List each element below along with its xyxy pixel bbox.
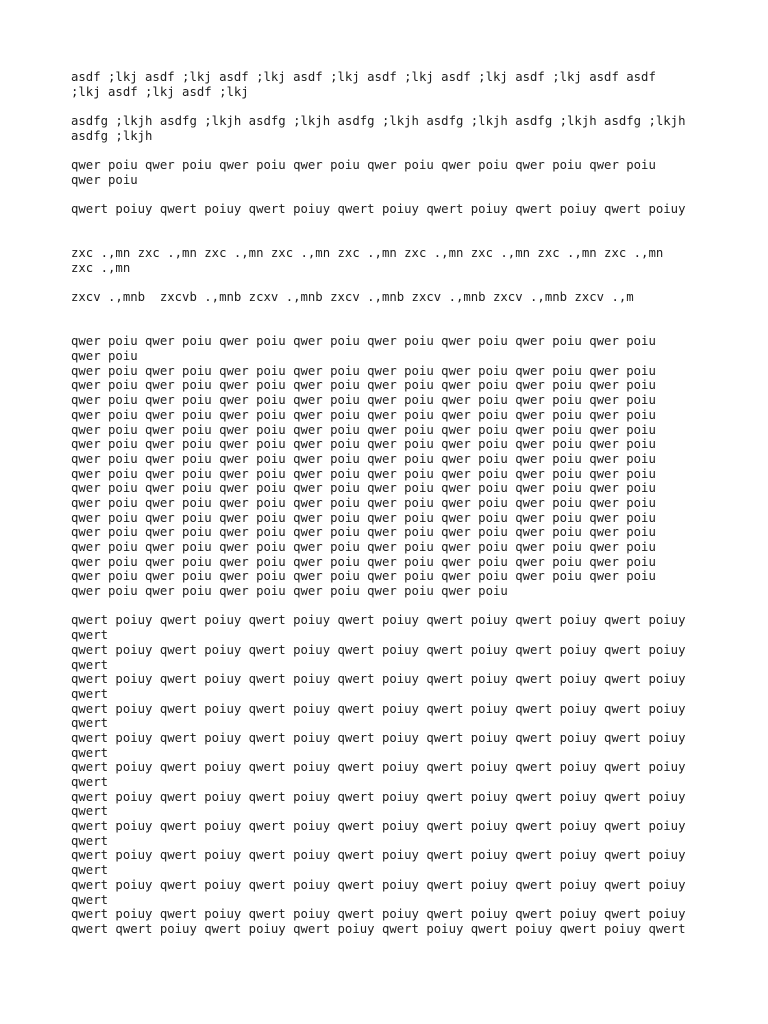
- text-line: qwer poiu qwer poiu qwer poiu qwer poiu qwer poiu qwer poiu qwer poiu qwer poiu: [71, 525, 656, 540]
- text-line: qwert poiuy qwert poiuy qwert poiuy qwert poiuy qwert poiuy qwert poiuy qwert poiuy: [71, 848, 686, 863]
- text-line: asdfg ;lkjh: [71, 128, 153, 143]
- text-line: qwert: [71, 892, 109, 907]
- text-line: qwert poiuy qwert poiuy qwert poiuy qwert poiuy qwert poiuy qwert poiuy qwert poiuy: [71, 672, 686, 687]
- text-line: qwert poiuy qwert poiuy qwert poiuy qwert poiuy qwert poiuy qwert poiuy qwert poiuy: [71, 907, 686, 922]
- text-line: qwer poiu: [71, 349, 138, 364]
- text-line: ;lkj asdf ;lkj asdf ;lkj: [71, 84, 249, 99]
- text-line: qwert: [71, 804, 109, 819]
- text-line: qwert poiuy qwert poiuy qwert poiuy qwert poiuy qwert poiuy qwert poiuy qwert poiuy: [71, 642, 686, 657]
- text-line: qwer poiu qwer poiu qwer poiu qwer poiu qwer poiu qwer poiu qwer poiu qwer poiu: [71, 422, 656, 437]
- text-line: qwert poiuy qwert poiuy qwert poiuy qwert poiuy qwert poiuy qwert poiuy qwert poiuy: [71, 760, 686, 775]
- text-line: qwer poiu qwer poiu qwer poiu qwer poiu qwer poiu qwer poiu qwer poiu qwer poiu: [71, 363, 656, 378]
- text-line: zxcv .,mnb zxcvb .,mnb zcxv .,mnb zxcv .,mnb zxcv .,mnb zxcv .,mnb zxcv .,m: [71, 290, 634, 305]
- text-line: zxc .,mn zxc .,mn zxc .,mn zxc .,mn zxc .,mn zxc .,mn zxc .,mn zxc .,mn zxc .,mn: [71, 246, 664, 261]
- text-line: qwer poiu qwer poiu qwer poiu qwer poiu qwer poiu qwer poiu qwer poiu qwer poiu: [71, 393, 656, 408]
- paragraph-qwert-poiuy-block: [71, 613, 711, 936]
- text-line: qwer poiu qwer poiu qwer poiu qwer poiu qwer poiu qwer poiu qwer poiu qwer poiu: [71, 495, 656, 510]
- text-line: qwert: [71, 716, 109, 731]
- paragraph-qwert-poiuy: [71, 202, 711, 217]
- paragraph-asdf-lkj: [71, 70, 711, 99]
- text-line: qwer poiu qwer poiu qwer poiu qwer poiu qwer poiu qwer poiu qwer poiu qwer poiu: [71, 437, 656, 452]
- text-line: qwert poiuy qwert poiuy qwert poiuy qwert poiuy qwert poiuy qwert poiuy qwert poiuy: [71, 613, 686, 628]
- text-line: qwer poiu qwer poiu qwer poiu qwer poiu qwer poiu qwer poiu qwer poiu qwer poiu: [71, 158, 656, 173]
- text-line: qwer poiu qwer poiu qwer poiu qwer poiu qwer poiu qwer poiu qwer poiu qwer poiu: [71, 554, 656, 569]
- text-line: qwert poiuy qwert poiuy qwert poiuy qwert poiuy qwert poiuy qwert poiuy qwert poiuy: [71, 730, 686, 745]
- text-line: qwer poiu qwer poiu qwer poiu qwer poiu qwer poiu qwer poiu qwer poiu qwer poiu: [71, 378, 656, 393]
- text-line: qwert: [71, 657, 109, 672]
- text-line: qwert: [71, 628, 109, 643]
- paragraph-zxc-mn: [71, 246, 711, 275]
- text-line: qwert: [71, 833, 109, 848]
- text-line: zxc .,mn: [71, 260, 131, 275]
- text-line: qwert: [71, 745, 109, 760]
- text-line: qwert poiuy qwert poiuy qwert poiuy qwert poiuy qwert poiuy qwert poiuy qwert poiuy: [71, 819, 686, 834]
- text-line: qwert poiuy qwert poiuy qwert poiuy qwert poiuy qwert poiuy qwert poiuy qwert poiuy: [71, 701, 686, 716]
- paragraph-zxcv-mnb: [71, 290, 711, 305]
- text-line: qwert: [71, 775, 109, 790]
- text-line: qwer poiu qwer poiu qwer poiu qwer poiu qwer poiu qwer poiu qwer poiu qwer poiu: [71, 569, 656, 584]
- text-line: qwert: [71, 686, 109, 701]
- paragraph-qwer-poiu-block: [71, 334, 711, 598]
- text-line: qwer poiu qwer poiu qwer poiu qwer poiu qwer poiu qwer poiu qwer poiu qwer poiu: [71, 334, 656, 349]
- text-line: qwer poiu qwer poiu qwer poiu qwer poiu qwer poiu qwer poiu qwer poiu qwer poiu: [71, 451, 656, 466]
- document-page: [71, 70, 711, 937]
- text-line: qwer poiu qwer poiu qwer poiu qwer poiu qwer poiu qwer poiu qwer poiu qwer poiu: [71, 481, 656, 496]
- text-line: qwert poiuy qwert poiuy qwert poiuy qwert poiuy qwert poiuy qwert poiuy qwert poiuy: [71, 877, 686, 892]
- text-line: qwer poiu qwer poiu qwer poiu qwer poiu qwer poiu qwer poiu qwer poiu qwer poiu: [71, 407, 656, 422]
- text-line: asdf ;lkj asdf ;lkj asdf ;lkj asdf ;lkj asdf ;lkj asdf ;lkj asdf ;lkj asdf asdf: [71, 70, 656, 84]
- text-line: qwer poiu qwer poiu qwer poiu qwer poiu qwer poiu qwer poiu: [71, 584, 508, 599]
- text-line: qwer poiu qwer poiu qwer poiu qwer poiu qwer poiu qwer poiu qwer poiu qwer poiu: [71, 510, 656, 525]
- text-line: qwert qwert poiuy qwert poiuy qwert poiuy qwert poiuy qwert poiuy qwert poiuy qwert: [71, 921, 686, 936]
- text-line: qwert poiuy qwert poiuy qwert poiuy qwert poiuy qwert poiuy qwert poiuy qwert poiuy: [71, 202, 686, 217]
- text-line: qwer poiu qwer poiu qwer poiu qwer poiu qwer poiu qwer poiu qwer poiu qwer poiu: [71, 540, 656, 555]
- text-line: qwert: [71, 863, 109, 878]
- text-line: qwert poiuy qwert poiuy qwert poiuy qwert poiuy qwert poiuy qwert poiuy qwert poiuy: [71, 789, 686, 804]
- text-line: qwer poiu qwer poiu qwer poiu qwer poiu qwer poiu qwer poiu qwer poiu qwer poiu: [71, 466, 656, 481]
- text-line: qwer poiu: [71, 172, 138, 187]
- paragraph-qwer-poiu: [71, 158, 711, 187]
- paragraph-asdfg-lkjh: [71, 114, 711, 143]
- text-line: asdfg ;lkjh asdfg ;lkjh asdfg ;lkjh asdfg ;lkjh asdfg ;lkjh asdfg ;lkjh asdfg ;lkjh: [71, 114, 686, 129]
